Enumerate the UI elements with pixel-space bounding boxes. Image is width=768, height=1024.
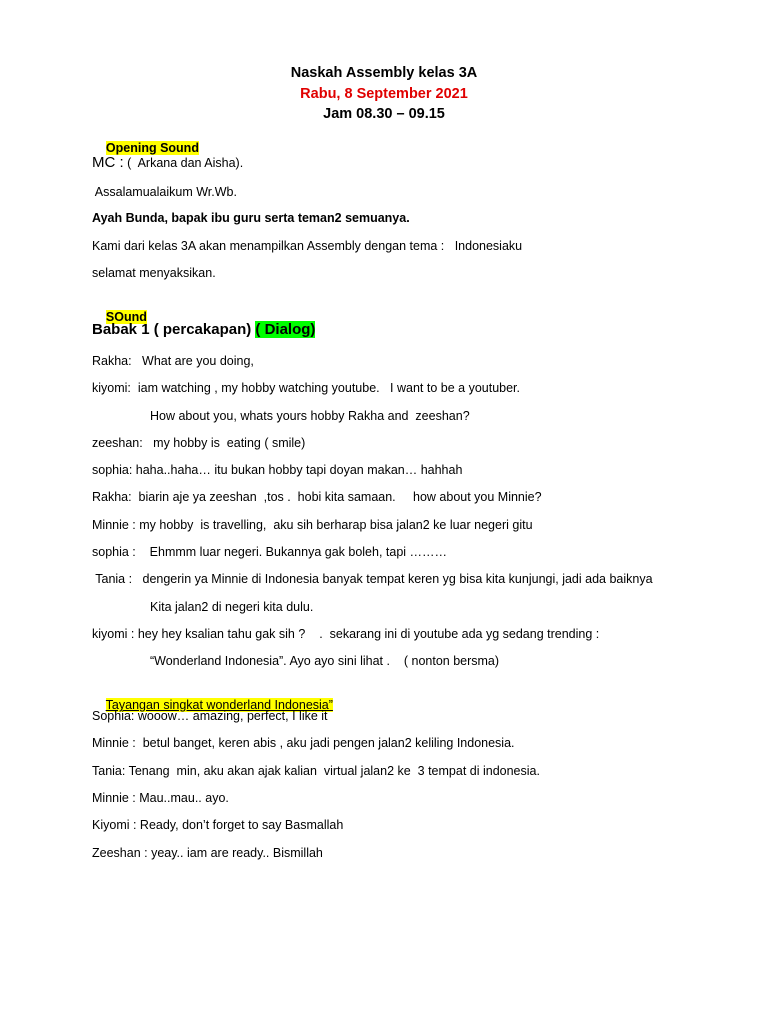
dialog-line: How about you, whats yours hobby Rakha and zeeshan? bbox=[150, 409, 470, 423]
dialog-line: Tania: Tenang min, aku akan ajak kalian virtual jalan2 ke 3 tempat di indonesia. bbox=[92, 764, 540, 778]
tayangan-label: Tayangan singkat wonderland Indonesia” bbox=[105, 698, 333, 712]
dialog-line: Kiyomi : Ready, don’t forget to say Basmallah bbox=[92, 818, 344, 832]
document-date: Rabu, 8 September 2021 bbox=[300, 86, 468, 102]
greeting-line: Assalamualaikum Wr.Wb. bbox=[92, 185, 237, 199]
mc-names: ( Arkana dan Aisha). bbox=[123, 156, 244, 170]
dialog-line: sophia: haha..haha… itu bukan hobby tapi doyan makan… hahhah bbox=[92, 463, 463, 477]
dialog-line: Rakha: What are you doing, bbox=[92, 354, 254, 368]
babak-label: Babak 1 ( percakapan) bbox=[92, 321, 256, 338]
dialog-line: Rakha: biarin aje ya zeeshan ,tos . hobi kita samaan. how about you Minnie? bbox=[92, 490, 542, 504]
closing-line: selamat menyaksikan. bbox=[92, 266, 216, 280]
dialog-tag: ( Dialog) bbox=[255, 321, 316, 338]
dialog-line: Zeeshan : yeay.. iam are ready.. Bismillah bbox=[92, 846, 323, 860]
dialog-line: sophia : Ehmmm luar negeri. Bukannya gak boleh, tapi ……… bbox=[92, 545, 448, 559]
document-time: Jam 08.30 – 09.15 bbox=[323, 106, 445, 122]
dialog-line: kiyomi: iam watching , my hobby watching youtube. I want to be a youtuber. bbox=[92, 381, 521, 395]
dialog-line: Minnie : betul banget, keren abis , aku jadi pengen jalan2 keliling Indonesia. bbox=[92, 736, 515, 750]
dialog-line: Kita jalan2 di negeri kita dulu. bbox=[150, 600, 314, 614]
sound-label: SOund bbox=[105, 310, 147, 324]
mc-line bbox=[92, 155, 243, 171]
dialog-line: zeeshan: my hobby is eating ( smile) bbox=[92, 436, 306, 450]
theme-line: Kami dari kelas 3A akan menampilkan Assembly dengan tema : Indonesiaku bbox=[92, 239, 523, 253]
opening-sound-label: Opening Sound bbox=[105, 141, 199, 155]
dialog-line: “Wonderland Indonesia”. Ayo ayo sini lihat . ( nonton bersma) bbox=[150, 654, 500, 668]
dialog-line: kiyomi : hey hey ksalian tahu gak sih ? . sekarang ini di youtube ada yg sedang trending : bbox=[92, 627, 600, 641]
document-title: Naskah Assembly kelas 3A bbox=[290, 65, 478, 81]
dialog-line: Sophia: wooow… amazing, perfect, I like it bbox=[92, 709, 328, 723]
dialog-line: Minnie : my hobby is travelling, aku sih berharap bisa jalan2 ke luar negeri gitu bbox=[92, 518, 533, 532]
dialog-line: Tania : dengerin ya Minnie di Indonesia banyak tempat keren yg bisa kita kunjungi, jadi ada baiknya bbox=[92, 572, 653, 586]
dialog-line: Minnie : Mau..mau.. ayo. bbox=[92, 791, 229, 805]
mc-label: MC : bbox=[92, 154, 124, 171]
babak-heading bbox=[92, 321, 315, 339]
address-line: Ayah Bunda, bapak ibu guru serta teman2 semuanya. bbox=[92, 211, 410, 225]
